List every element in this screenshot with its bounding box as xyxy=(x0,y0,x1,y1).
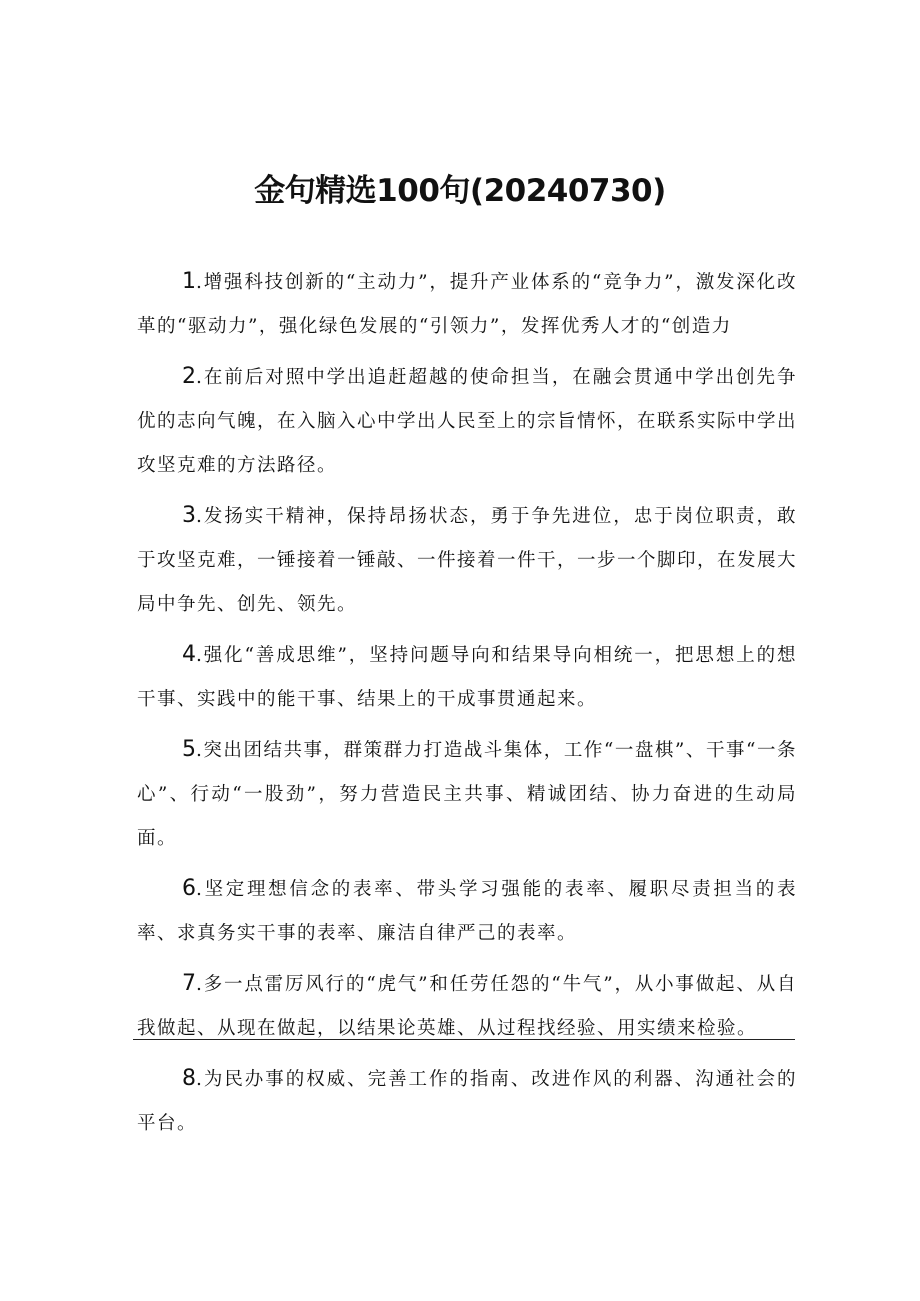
quote-text: .发扬实干精神，保持昂扬状态，勇于争先进位，忠于岗位职责，敢于攻坚克难，一锤接着一锤敲、一件接着一件干，一步一个脚印，在发展大局中争先、创先、领先。 xyxy=(137,506,798,615)
quote-item xyxy=(137,633,797,722)
quote-item xyxy=(137,260,797,349)
quote-number: 3 xyxy=(182,503,196,528)
quote-list xyxy=(137,260,797,1152)
quote-item xyxy=(137,355,797,488)
quote-number: 1 xyxy=(182,269,196,294)
quote-item xyxy=(137,1057,797,1146)
quote-number: 6 xyxy=(182,876,196,901)
quote-number: 4 xyxy=(182,642,196,667)
quote-number: 5 xyxy=(182,737,196,762)
quote-item xyxy=(137,962,797,1051)
quote-number: 7 xyxy=(182,971,196,996)
quote-text: .坚定理想信念的表率、带头学习强能的表率、履职尽责担当的表率、求真务实干事的表率、廉洁自律严己的表率。 xyxy=(137,879,797,944)
quote-text: .增强科技创新的“主动力”，提升产业体系的“竞争力”，激发深化改革的“驱动力”，强化绿色发展的“引领力”，发挥优秀人才的“创造力 xyxy=(137,272,797,337)
quote-item xyxy=(137,494,797,627)
quote-text: .多一点雷厉风行的“虎气”和任劳任怨的“牛气”，从小事做起、从自我做起、从现在做起，以结果论英雄、从过程找经验、用实绩来检验。 xyxy=(137,974,797,1039)
quote-text: .突出团结共事，群策群力打造战斗集体，工作“一盘棋”、干事“一条心”、行动“一股劲”，努力营造民主共事、精诚团结、协力奋进的生动局面。 xyxy=(137,740,797,849)
quote-text: .为民办事的权威、完善工作的指南、改进作风的利器、沟通社会的平台。 xyxy=(137,1069,797,1134)
quote-text: .强化“善成思维”，坚持问题导向和结果导向相统一，把思想上的想干事、实践中的能干事、结果上的干成事贯通起来。 xyxy=(137,645,797,710)
document-title: 金句精选100句(20240730) xyxy=(254,173,666,209)
quote-number: 8 xyxy=(182,1066,196,1091)
quote-item xyxy=(137,867,797,956)
quote-item xyxy=(137,728,797,861)
horizontal-divider xyxy=(133,1039,795,1040)
quote-text: .在前后对照中学出追赶超越的使命担当，在融会贯通中学出创先争优的志向气魄，在入脑入心中学出人民至上的宗旨情怀，在联系实际中学出攻坚克难的方法路径。 xyxy=(137,367,798,476)
quote-number: 2 xyxy=(182,364,196,389)
